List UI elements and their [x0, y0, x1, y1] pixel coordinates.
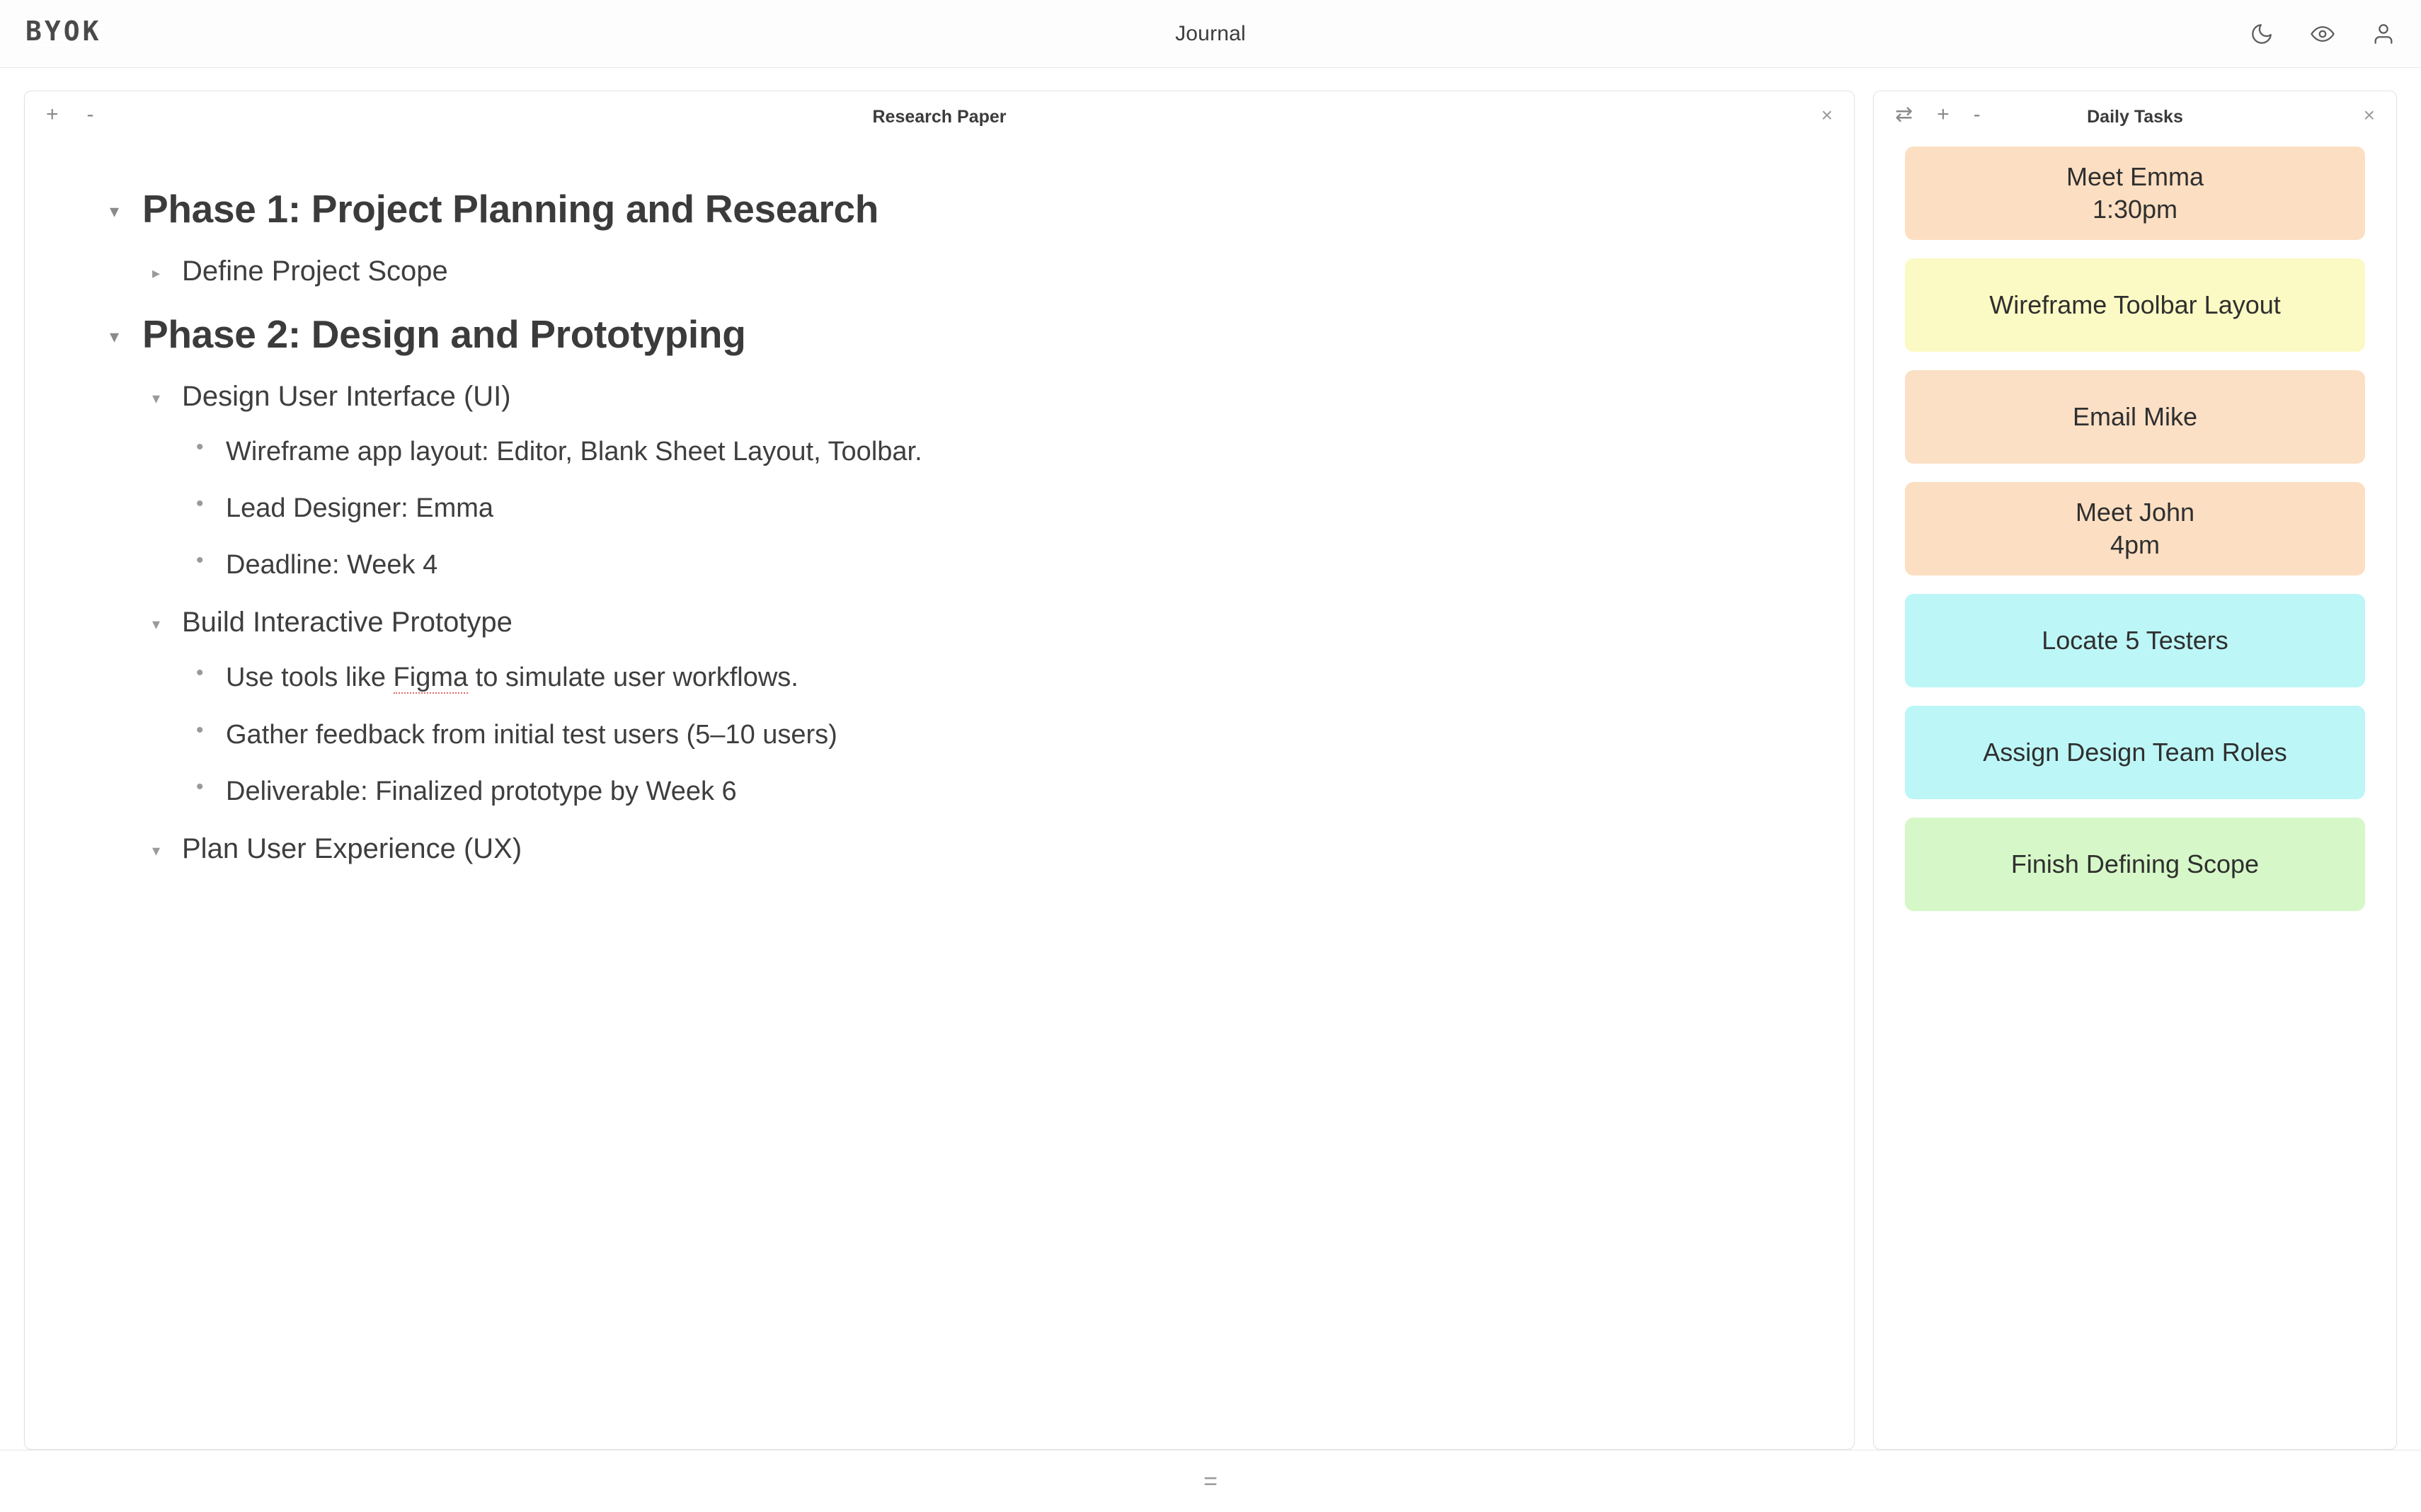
outline-item-text: Design User Interface (UI)	[182, 381, 511, 412]
add-block-button[interactable]: +	[46, 103, 59, 126]
remove-block-button[interactable]: -	[86, 103, 94, 126]
bullet-icon: •	[196, 492, 204, 516]
daily-tasks-panel	[1873, 91, 2397, 1450]
task-card[interactable]	[1905, 594, 2365, 687]
task-card[interactable]	[1905, 706, 2365, 799]
task-card-label: Meet Emma 1:30pm	[2066, 161, 2204, 224]
app-title: Journal	[1175, 21, 1246, 45]
collapse-toggle-icon[interactable]: ▾	[152, 389, 161, 407]
outline-item-text: Deliverable: Finalized prototype by Week 6	[226, 776, 737, 806]
task-card[interactable]	[1905, 482, 2365, 575]
bullet-icon: •	[196, 718, 204, 742]
outline-item[interactable]	[110, 491, 1769, 526]
collapse-toggle-icon[interactable]: ▾	[152, 841, 161, 859]
task-card-label: Assign Design Team Roles	[1983, 737, 2287, 767]
account-icon[interactable]	[2371, 22, 2396, 46]
outline-item-text: Lead Designer: Emma	[226, 493, 494, 524]
outline-body[interactable]	[25, 137, 1854, 865]
preview-eye-icon[interactable]	[2311, 22, 2335, 46]
outline-item[interactable]	[110, 660, 1769, 695]
task-card-label: Meet John 4pm	[2075, 497, 2195, 559]
collapse-toggle-icon[interactable]: ▾	[152, 615, 161, 634]
research-paper-title: Research Paper	[872, 107, 1007, 127]
collapse-toggle-icon[interactable]: ▾	[110, 200, 120, 222]
outline-item-text: Gather feedback from initial test users (5–10 users)	[226, 719, 837, 750]
task-card-label: Locate 5 Testers	[2042, 625, 2228, 655]
bullet-icon: •	[196, 661, 204, 685]
add-task-button[interactable]: +	[1937, 103, 1950, 126]
outline-item-text: Wireframe app layout: Editor, Blank Sheet Layout, Toolbar.	[226, 437, 922, 466]
task-list	[1874, 137, 2396, 911]
task-card[interactable]	[1905, 818, 2365, 911]
outline-item[interactable]	[110, 607, 1769, 638]
task-card[interactable]	[1905, 370, 2365, 464]
outline-item-text: Plan User Experience (UX)	[182, 832, 522, 864]
outline-item-text: Build Interactive Prototype	[182, 607, 513, 638]
misspelled-word: Figma	[393, 663, 469, 693]
bottom-bar	[0, 1450, 2421, 1512]
outline-item[interactable]	[110, 186, 1769, 231]
outline-item[interactable]	[110, 774, 1769, 809]
bullet-icon: •	[196, 435, 204, 459]
outline-item[interactable]	[110, 256, 1769, 287]
task-card[interactable]	[1905, 147, 2365, 240]
collapse-toggle-icon[interactable]: ▾	[110, 326, 120, 347]
top-bar	[0, 0, 2421, 68]
task-card-label: Email Mike	[2072, 401, 2198, 431]
outline-item[interactable]	[110, 381, 1769, 413]
outline-item-text: Phase 2: Design and Prototyping	[142, 312, 746, 356]
workspace	[0, 68, 2421, 1450]
remove-task-button[interactable]: -	[1973, 103, 1981, 126]
research-paper-panel-header	[25, 91, 1854, 137]
daily-tasks-title: Daily Tasks	[2087, 107, 2183, 127]
outline-item[interactable]	[110, 717, 1769, 752]
top-bar-actions	[2250, 0, 2396, 68]
dark-mode-icon[interactable]	[2250, 22, 2274, 46]
daily-tasks-panel-header	[1874, 91, 2396, 137]
task-card-label: Finish Defining Scope	[2010, 849, 2260, 878]
close-research-paper-button[interactable]: ×	[1821, 104, 1833, 126]
app-logo-text: BYOK	[25, 16, 102, 47]
outline-item[interactable]	[110, 434, 1769, 469]
outline-item[interactable]	[110, 833, 1769, 865]
resize-grip-icon[interactable]: =	[1203, 1467, 1218, 1495]
bullet-icon: •	[196, 549, 204, 573]
outline-item-text: Use tools like Figma to simulate user workflows.	[226, 663, 799, 693]
outline-item[interactable]	[110, 311, 1769, 357]
bullet-icon: •	[196, 774, 204, 798]
task-card-label: Wireframe Toolbar Layout	[1989, 290, 2281, 319]
close-daily-tasks-button[interactable]: ×	[2363, 104, 2375, 126]
expand-toggle-icon[interactable]: ▸	[152, 264, 161, 282]
task-card[interactable]	[1905, 258, 2365, 352]
research-paper-panel	[24, 91, 1855, 1450]
outline-item[interactable]	[110, 547, 1769, 583]
outline-item-text: Phase 1: Project Planning and Research	[142, 187, 879, 231]
outline-item-text: Define Project Scope	[182, 256, 448, 287]
swap-panel-icon[interactable]: ⇄	[1895, 103, 1913, 126]
outline-item-text: Deadline: Week 4	[226, 550, 438, 580]
